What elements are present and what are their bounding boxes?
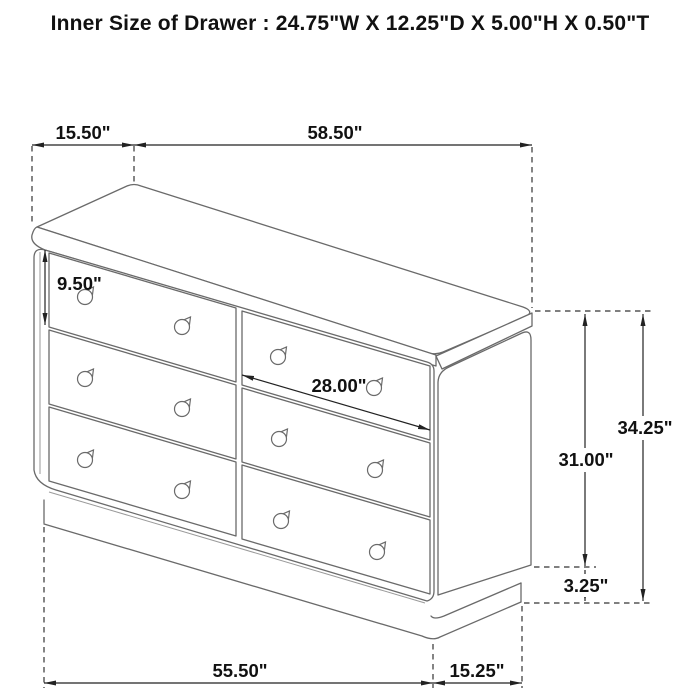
diagram-title: Inner Size of Drawer : 24.75"W X 12.25"D X 5.00"H X 0.50"T [50, 12, 650, 35]
dim-label-overall-height: 34.25" [617, 417, 673, 438]
dresser-drawing [32, 185, 532, 639]
dim-label-top-width: 58.50" [307, 122, 363, 143]
dim-label-body-height: 31.00" [558, 449, 614, 470]
dim-label-top-depth: 15.50" [55, 122, 111, 143]
dim-label-drawer-width: 28.00" [311, 375, 367, 396]
dresser-side-panel [438, 332, 531, 595]
dim-label-bottom-depth: 15.25" [449, 660, 505, 681]
dim-label-base-height: 3.25" [563, 575, 609, 596]
dim-label-drawer-height: 9.50" [57, 273, 102, 294]
dim-label-bottom-width: 55.50" [212, 660, 268, 681]
